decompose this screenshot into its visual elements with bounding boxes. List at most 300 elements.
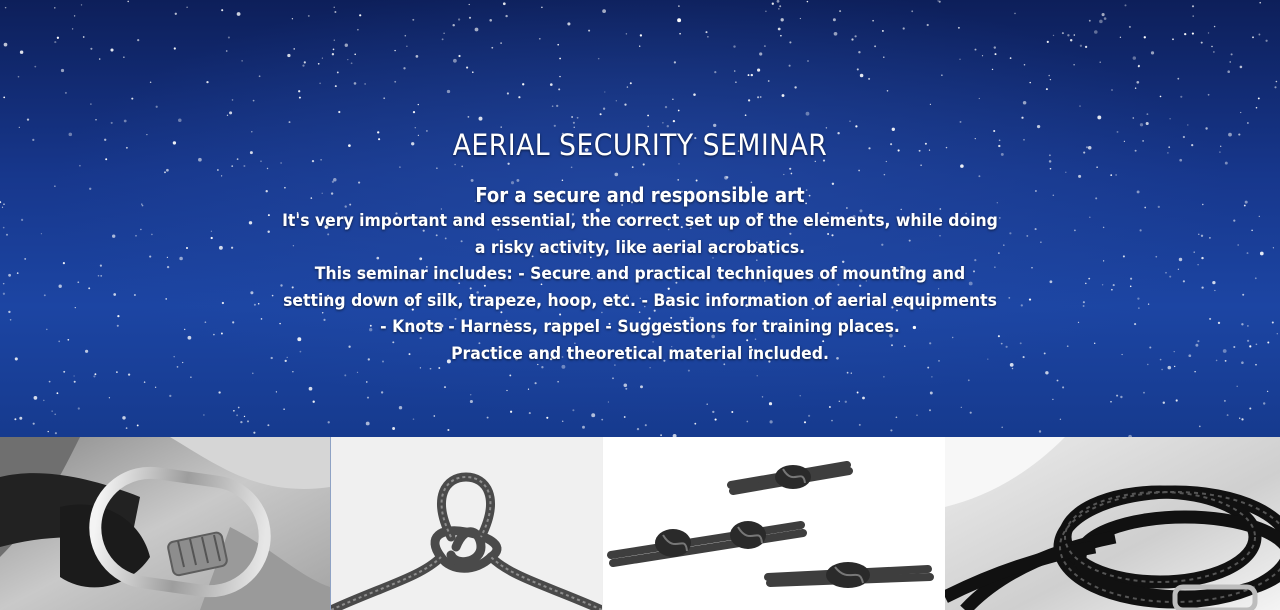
star bbox=[882, 30, 884, 32]
description-paragraph: This seminar includes: - Secure and practical techniques of mounting and setting down of silk, trapeze, hoop, etc. - Basic information of aerial equipments - Knots - Harness, rappel - Suggestions for training places. bbox=[283, 264, 997, 337]
star bbox=[1229, 61, 1230, 62]
star bbox=[433, 415, 435, 417]
star bbox=[705, 31, 707, 33]
star bbox=[1057, 380, 1059, 382]
star bbox=[344, 374, 346, 376]
star bbox=[1160, 96, 1162, 98]
star bbox=[762, 396, 763, 397]
star bbox=[394, 81, 396, 83]
star bbox=[406, 46, 407, 47]
star bbox=[780, 35, 782, 37]
knots-photo[interactable] bbox=[603, 437, 946, 610]
star bbox=[56, 392, 58, 394]
star bbox=[1080, 45, 1082, 47]
star bbox=[640, 34, 642, 36]
carabiner-photo[interactable] bbox=[0, 437, 330, 610]
star bbox=[890, 429, 892, 431]
star bbox=[442, 38, 444, 40]
star bbox=[1111, 89, 1112, 90]
star bbox=[1161, 369, 1163, 371]
star bbox=[418, 104, 419, 105]
star bbox=[679, 33, 681, 35]
star bbox=[860, 74, 864, 78]
star bbox=[338, 111, 340, 113]
star bbox=[677, 18, 681, 22]
star bbox=[903, 27, 905, 29]
star bbox=[503, 2, 506, 5]
star bbox=[748, 99, 750, 101]
star bbox=[452, 24, 454, 26]
star bbox=[1199, 426, 1201, 428]
star bbox=[759, 52, 762, 55]
star bbox=[626, 33, 627, 34]
star bbox=[206, 81, 208, 83]
star bbox=[979, 98, 980, 99]
star bbox=[887, 90, 889, 92]
star bbox=[859, 424, 861, 426]
star bbox=[240, 421, 242, 423]
star bbox=[345, 44, 348, 47]
star bbox=[562, 420, 564, 422]
star bbox=[18, 76, 20, 78]
star bbox=[74, 381, 76, 383]
star bbox=[65, 92, 67, 94]
star bbox=[829, 406, 831, 408]
star bbox=[769, 402, 772, 405]
star bbox=[1192, 5, 1194, 7]
star bbox=[1070, 39, 1072, 41]
star bbox=[1214, 26, 1216, 28]
star bbox=[1053, 35, 1054, 36]
star bbox=[1249, 407, 1251, 409]
star bbox=[930, 392, 933, 395]
star bbox=[612, 377, 614, 379]
star bbox=[1060, 419, 1061, 420]
star bbox=[229, 111, 232, 114]
star bbox=[466, 67, 468, 69]
star bbox=[970, 412, 972, 414]
star bbox=[309, 387, 313, 391]
star bbox=[748, 74, 750, 76]
star bbox=[43, 400, 45, 402]
star bbox=[806, 112, 810, 116]
knots-image bbox=[603, 437, 946, 610]
rope-knot-photo[interactable] bbox=[330, 437, 603, 610]
star bbox=[800, 395, 801, 396]
star bbox=[1133, 56, 1136, 59]
star bbox=[1231, 53, 1233, 55]
star bbox=[116, 371, 118, 373]
star bbox=[639, 46, 640, 47]
star bbox=[1258, 34, 1260, 36]
star bbox=[598, 58, 600, 60]
star bbox=[733, 45, 735, 47]
star bbox=[367, 397, 369, 399]
star bbox=[630, 82, 632, 84]
star bbox=[647, 115, 649, 117]
star bbox=[354, 54, 356, 56]
star bbox=[90, 48, 92, 50]
star bbox=[236, 414, 238, 416]
star bbox=[1211, 46, 1212, 47]
star bbox=[500, 42, 502, 44]
star bbox=[1213, 51, 1214, 52]
star bbox=[252, 373, 254, 375]
star bbox=[412, 19, 414, 21]
star bbox=[319, 82, 321, 84]
star bbox=[228, 36, 230, 38]
star bbox=[259, 75, 261, 77]
star bbox=[1208, 94, 1210, 96]
star bbox=[1062, 386, 1064, 388]
star bbox=[190, 376, 192, 378]
star bbox=[49, 381, 51, 383]
star bbox=[600, 113, 602, 115]
hero-subtitle: For a secure and responsible art bbox=[475, 183, 805, 207]
star bbox=[1062, 32, 1064, 34]
star bbox=[1067, 34, 1069, 36]
star bbox=[556, 105, 558, 107]
coiled-rope-photo[interactable] bbox=[945, 437, 1280, 610]
star bbox=[110, 48, 113, 51]
star bbox=[394, 50, 395, 51]
star bbox=[304, 61, 306, 63]
star bbox=[857, 68, 859, 70]
star bbox=[430, 368, 432, 370]
star bbox=[34, 66, 36, 68]
star bbox=[227, 115, 228, 116]
star bbox=[637, 428, 639, 430]
star bbox=[572, 409, 574, 411]
star bbox=[833, 18, 836, 21]
star bbox=[1236, 386, 1237, 387]
star bbox=[470, 394, 471, 395]
star bbox=[760, 96, 762, 98]
star bbox=[19, 417, 22, 420]
star bbox=[479, 117, 483, 121]
star bbox=[354, 82, 357, 85]
star bbox=[1052, 399, 1053, 400]
star bbox=[807, 1, 808, 2]
star bbox=[155, 387, 156, 388]
star bbox=[624, 384, 628, 388]
star bbox=[90, 103, 91, 104]
star bbox=[616, 100, 617, 101]
star bbox=[94, 373, 96, 375]
star bbox=[233, 410, 235, 412]
star bbox=[959, 58, 961, 60]
star bbox=[567, 22, 570, 25]
star bbox=[475, 28, 479, 32]
star bbox=[982, 55, 983, 56]
star bbox=[535, 382, 537, 384]
star bbox=[746, 421, 748, 423]
star bbox=[381, 391, 383, 393]
star bbox=[186, 7, 187, 8]
star bbox=[328, 421, 330, 423]
star bbox=[1120, 396, 1122, 398]
star bbox=[447, 90, 450, 93]
star bbox=[941, 75, 942, 76]
star bbox=[507, 92, 509, 94]
star bbox=[1208, 32, 1209, 33]
star bbox=[779, 5, 781, 7]
star bbox=[872, 20, 874, 22]
star bbox=[1259, 2, 1261, 4]
star bbox=[333, 49, 335, 51]
star bbox=[413, 418, 415, 420]
star bbox=[831, 420, 833, 422]
star bbox=[808, 415, 810, 417]
star bbox=[308, 15, 310, 17]
star bbox=[218, 391, 220, 393]
star bbox=[995, 53, 997, 55]
star bbox=[800, 18, 801, 19]
star bbox=[27, 118, 29, 120]
star bbox=[1176, 399, 1178, 401]
star bbox=[287, 54, 290, 57]
star bbox=[416, 55, 419, 58]
star bbox=[334, 7, 335, 8]
star bbox=[14, 418, 16, 420]
star bbox=[745, 114, 747, 116]
star bbox=[931, 376, 932, 377]
star bbox=[804, 421, 806, 423]
star bbox=[603, 108, 605, 110]
star bbox=[1074, 34, 1076, 36]
star bbox=[506, 390, 507, 391]
star bbox=[1224, 400, 1226, 402]
star bbox=[1050, 79, 1051, 80]
star bbox=[1240, 112, 1241, 113]
star bbox=[292, 18, 293, 19]
star bbox=[858, 51, 860, 53]
star bbox=[868, 78, 870, 80]
star bbox=[582, 426, 585, 429]
star bbox=[1014, 13, 1016, 15]
description-paragraph: Practice and theoretical material included. bbox=[451, 343, 829, 364]
star bbox=[571, 116, 573, 118]
star bbox=[1045, 371, 1048, 374]
star bbox=[99, 58, 101, 60]
star bbox=[847, 372, 849, 374]
star bbox=[1120, 37, 1121, 38]
star bbox=[1100, 62, 1101, 63]
star bbox=[444, 386, 446, 388]
star bbox=[1104, 17, 1107, 20]
star bbox=[510, 411, 512, 413]
star bbox=[1163, 402, 1165, 404]
star bbox=[357, 372, 358, 373]
star bbox=[74, 15, 75, 16]
star bbox=[1143, 392, 1145, 394]
star bbox=[1227, 414, 1229, 416]
star bbox=[351, 62, 353, 64]
coiled-rope-image bbox=[945, 437, 1280, 610]
star bbox=[298, 90, 300, 92]
star bbox=[1135, 87, 1136, 88]
star bbox=[34, 396, 38, 400]
star bbox=[546, 417, 548, 419]
star bbox=[1001, 427, 1003, 429]
star bbox=[645, 424, 647, 426]
star bbox=[845, 401, 847, 403]
star bbox=[714, 71, 716, 73]
star bbox=[1263, 402, 1265, 404]
star bbox=[518, 96, 520, 98]
star bbox=[1151, 51, 1154, 54]
description-paragraph: It's very important and essential, the correct set up of the elements, while doing a risky activity, like aerial acrobatics. bbox=[282, 211, 998, 258]
star bbox=[169, 395, 171, 397]
star bbox=[1099, 20, 1103, 24]
star bbox=[505, 15, 507, 17]
star bbox=[55, 432, 57, 434]
star bbox=[420, 367, 421, 368]
star bbox=[174, 47, 176, 49]
star bbox=[782, 94, 785, 97]
star bbox=[707, 36, 708, 37]
star bbox=[857, 392, 859, 394]
star bbox=[238, 407, 240, 409]
star bbox=[1129, 26, 1131, 28]
star bbox=[1172, 38, 1174, 40]
star bbox=[487, 417, 489, 419]
star bbox=[834, 32, 838, 36]
star bbox=[608, 401, 609, 402]
star bbox=[54, 7, 55, 8]
star bbox=[660, 434, 662, 436]
star bbox=[57, 37, 59, 39]
star bbox=[392, 427, 395, 430]
star bbox=[757, 96, 759, 98]
star bbox=[602, 9, 606, 13]
carabiner-image bbox=[0, 437, 330, 610]
star bbox=[1010, 57, 1012, 59]
star bbox=[438, 367, 440, 369]
star bbox=[332, 53, 334, 55]
star bbox=[715, 419, 717, 421]
photo-gallery bbox=[0, 437, 1280, 610]
star bbox=[1146, 113, 1148, 115]
star bbox=[1274, 86, 1276, 88]
star bbox=[1267, 391, 1268, 392]
star bbox=[649, 367, 650, 368]
star bbox=[557, 44, 559, 46]
star bbox=[1144, 36, 1146, 38]
star bbox=[1240, 66, 1243, 69]
star bbox=[1097, 115, 1101, 119]
star bbox=[911, 10, 913, 12]
star bbox=[244, 416, 245, 417]
star bbox=[359, 14, 361, 16]
star bbox=[1256, 107, 1258, 109]
star bbox=[357, 29, 359, 31]
star bbox=[267, 424, 269, 426]
star bbox=[468, 116, 470, 118]
star bbox=[241, 60, 242, 61]
star bbox=[992, 69, 993, 70]
star bbox=[1169, 118, 1170, 119]
star bbox=[313, 401, 315, 403]
star bbox=[175, 13, 177, 15]
star bbox=[601, 419, 603, 421]
star bbox=[625, 388, 627, 390]
star bbox=[366, 422, 370, 426]
star bbox=[48, 431, 49, 432]
star bbox=[1227, 70, 1230, 73]
star bbox=[557, 381, 559, 383]
star bbox=[678, 110, 680, 112]
star bbox=[712, 411, 714, 413]
star bbox=[1110, 401, 1112, 403]
star bbox=[95, 119, 96, 120]
star bbox=[469, 4, 470, 5]
star bbox=[552, 105, 554, 107]
star bbox=[937, 0, 938, 1]
star bbox=[334, 40, 335, 41]
star bbox=[447, 429, 449, 431]
star bbox=[624, 103, 626, 105]
star bbox=[63, 371, 65, 373]
star bbox=[1239, 418, 1240, 419]
star bbox=[458, 55, 460, 57]
star bbox=[778, 28, 781, 31]
star bbox=[558, 88, 560, 90]
star bbox=[1192, 15, 1193, 16]
star bbox=[453, 59, 457, 63]
star bbox=[757, 69, 760, 72]
star bbox=[522, 83, 524, 85]
star bbox=[226, 50, 228, 52]
star bbox=[765, 11, 767, 13]
star bbox=[930, 104, 931, 105]
star bbox=[874, 45, 876, 47]
star bbox=[1048, 75, 1050, 77]
star bbox=[770, 420, 773, 423]
star bbox=[33, 423, 35, 425]
star bbox=[122, 416, 125, 419]
star bbox=[3, 96, 5, 98]
star bbox=[472, 71, 474, 73]
star bbox=[5, 7, 7, 9]
star bbox=[383, 97, 385, 99]
star bbox=[509, 374, 511, 376]
star bbox=[757, 375, 758, 376]
star bbox=[81, 4, 82, 5]
star bbox=[694, 423, 696, 425]
star bbox=[413, 111, 415, 113]
star bbox=[1252, 36, 1254, 38]
star bbox=[665, 106, 667, 108]
star bbox=[961, 407, 962, 408]
star bbox=[1184, 33, 1186, 35]
page-title: AERIAL SECURITY SEMINAR bbox=[452, 128, 828, 162]
star bbox=[541, 7, 542, 8]
hero-content bbox=[0, 122, 1280, 367]
star bbox=[1201, 42, 1203, 44]
star bbox=[1138, 65, 1140, 67]
star bbox=[1024, 64, 1026, 66]
star bbox=[777, 0, 780, 3]
star bbox=[337, 71, 339, 73]
star bbox=[292, 371, 293, 372]
star bbox=[862, 397, 865, 400]
star bbox=[781, 18, 784, 21]
star bbox=[975, 49, 977, 51]
star bbox=[399, 406, 402, 409]
star bbox=[577, 117, 579, 119]
star bbox=[1265, 40, 1267, 42]
